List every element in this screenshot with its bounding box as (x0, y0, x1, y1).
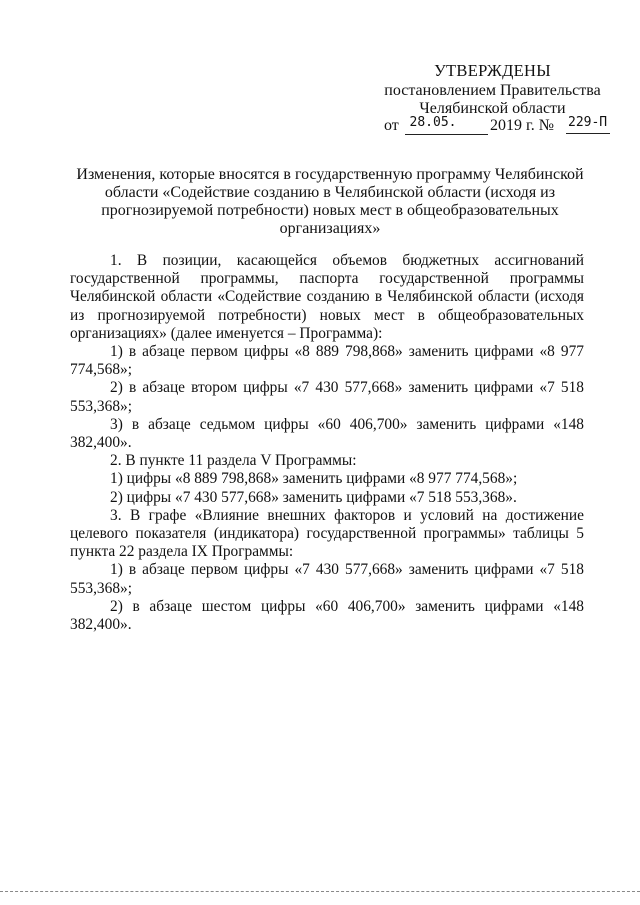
document-body (70, 252, 584, 634)
approval-date: 28.05. (405, 115, 461, 135)
approval-number: 229-П (566, 115, 610, 134)
from-label: от (384, 117, 399, 134)
paragraph: 1. В позиции, касающейся объемов бюджетных ассигнований государственной программы, паспорта государственной программы Челябинской области «Содействие созданию в Челябинской области (исходя из прогнозируемой потребности) новых мест в общеобразовательных организациях» (далее именуется – Программа): (70, 252, 584, 342)
year-label: 2019 г. № (490, 117, 555, 134)
approval-date-row (384, 115, 614, 137)
paragraph: 1) в абзаце первом цифры «7 430 577,668» заменить цифрами «7 518 553,368»; (70, 561, 584, 597)
page-bottom-rule (0, 891, 640, 892)
approved-heading: УТВЕРЖДЕНЫ (434, 61, 551, 80)
paragraph: 1) в абзаце первом цифры «8 889 798,868» заменить цифрами «8 977 774,568»; (70, 343, 584, 379)
document-title: Изменения, которые вносятся в государственную программу Челябинской области «Содействие созданию в Челябинской области (исходя из прогнозируемой потребности) новых мест в общеобразовательных организациях» (76, 166, 584, 237)
paragraph: 3. В графе «Влияние внешних факторов и условий на достижение целевого показателя (индикатора) государственной программы» таблицы 5 пункта 22 раздела IX Программы: (70, 506, 584, 561)
approval-line-1: постановлением Правительства (384, 82, 601, 99)
paragraph: 3) в абзаце седьмом цифры «60 406,700» заменить цифрами «148 382,400». (70, 415, 584, 452)
date-blank-underline (461, 115, 488, 135)
paragraph: 2) в абзаце втором цифры «7 430 577,668» заменить цифрами «7 518 553,368»; (70, 379, 584, 415)
approval-line-2: Челябинской области (419, 100, 566, 117)
paragraph: 2. В пункте 11 раздела V Программы: (110, 452, 357, 470)
approval-block (380, 62, 605, 118)
paragraph: 2) цифры «7 430 577,668» заменить цифрами «7 518 553,368». (110, 488, 517, 506)
paragraph: 2) в абзаце шестом цифры «60 406,700» заменить цифрами «148 382,400». (70, 597, 584, 634)
paragraph: 1) цифры «8 889 798,868» заменить цифрами «8 977 774,568»; (110, 470, 518, 488)
